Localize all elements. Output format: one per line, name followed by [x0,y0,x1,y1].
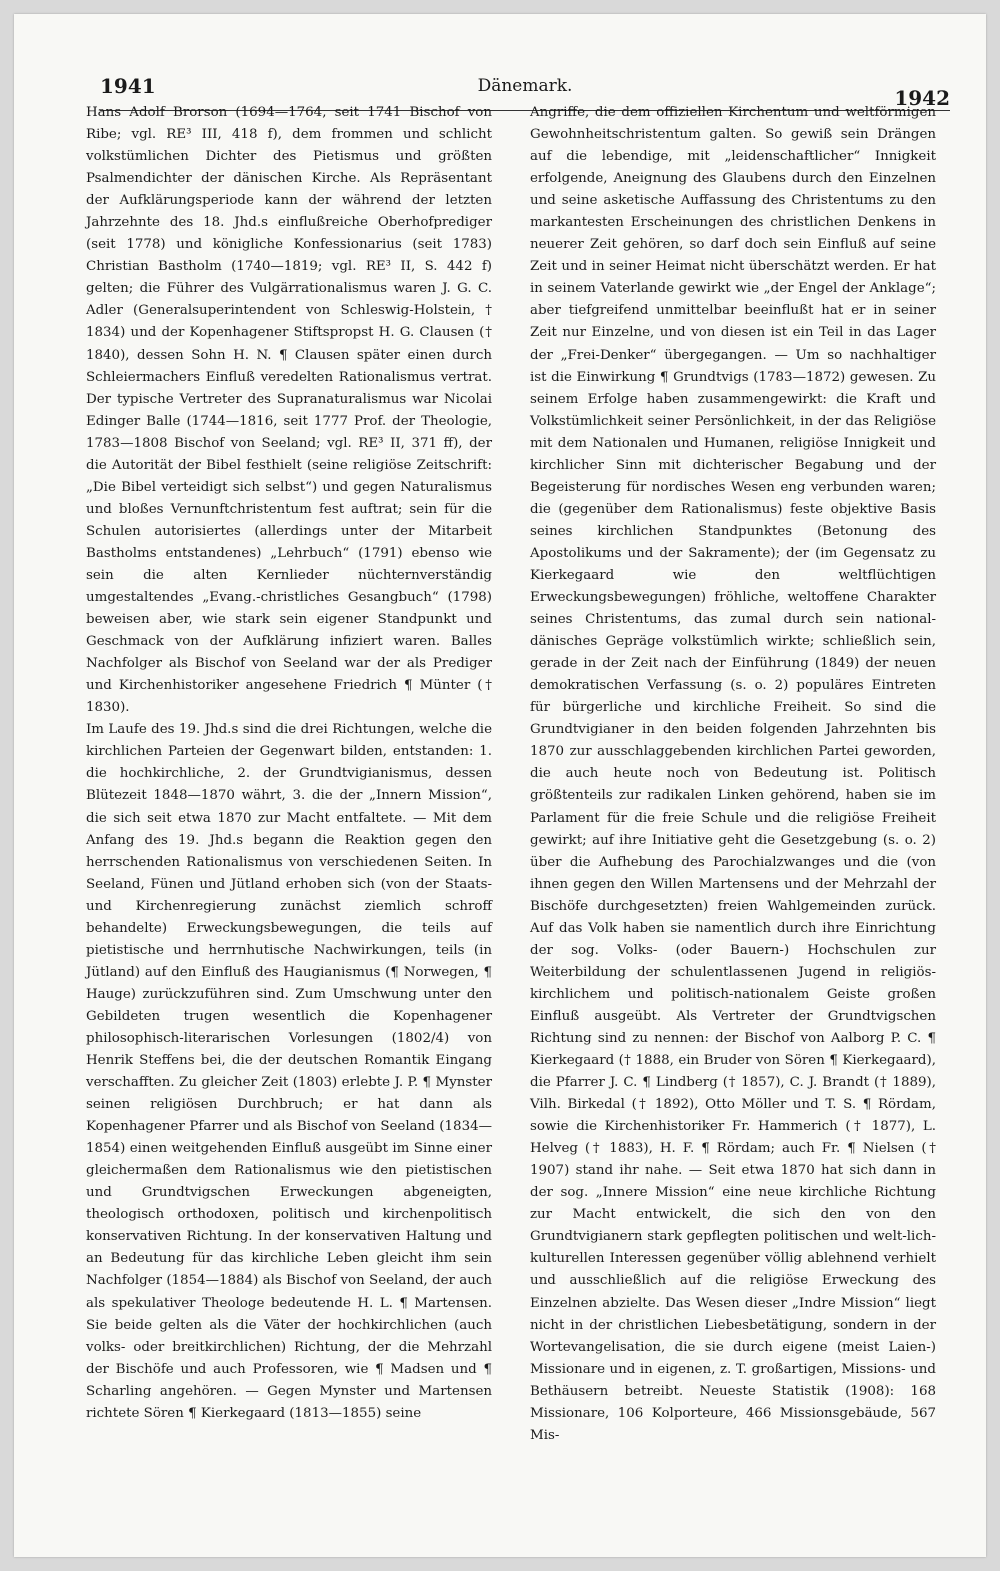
right-column [530,102,936,1447]
left-paragraph-2: Im Laufe des 19. Jhd.s sind die drei Richtungen, welche die kirchlichen Parteien der Gegenwart bilden, entstanden: 1. die hochkirchliche, 2. der Grundtvigianismus, dessen Blütezeit 1848—1870 währt, 3. die der „Innern Mission“, die sich seit etwa 1870 zur Macht entfaltete. — Mit dem Anfang des 19. Jhd.s begann die Reaktion gegen den herrschenden Rationalismus von verschiedenen Seiten. In Seeland, Fünen und Jütland erhoben sich (von der Staats- und Kirchenregierung zunächst ziemlich schroff behandelte) Erweckungsbewegungen, die teils auf pietistische und herrnhutische Nachwirkungen, teils (in Jütland) auf den Einfluß des Haugianismus (¶ Norwegen, ¶ Hauge) zurückzuführen sind. Zum Umschwung unter den Gebildeten trugen wesentlich die Kopenhagener philosophisch-literarischen Vorlesungen (1802/4) von Henrik Steffens bei, die der deutschen Romantik Eingang verschafften. Zu gleicher Zeit (1803) erlebte J. P. ¶ Mynster seinen religiösen Durchbruch; er hat dann als Kopenhagener Pfarrer und als Bischof von Seeland (1834—1854) einen weitgehenden Einfluß ausgeübt im Sinne einer gleichermaßen dem Rationalismus wie den pietistischen und Grundtvigschen Erweckungen abgeneigten, theologisch orthodoxen, politisch und kirchenpolitisch konservativen Richtung. In der konservativen Haltung und an Bedeutung für das kirchliche Leben gleicht ihm sein Nachfolger (1854—1884) als Bischof von Seeland, der auch als spekulativer Theologe bedeutende H. L. ¶ Martensen. Sie beide gelten als die Väter der hochkirchlichen (auch volks- oder breitkirchlichen) Richtung, der die Mehrzahl der Bischöfe und auch Professoren, wie ¶ Madsen und ¶ Scharling angehören. — Gegen Mynster und Martensen richtete Sören ¶ Kierkegaard (1813—1855) seine [86,722,492,1421]
running-title: Dänemark. [477,76,573,96]
page-number-right: 1942 [894,86,950,110]
left-paragraph-1: Hans Adolf Brorson (1694—1764, seit 1741 Bischof von Ribe; vgl. RE³ III, 418 f), dem frommen und schlicht volkstümlichen Dichter des Pietismus und größten Psalmendichter der dänischen Kirche. Als Repräsentant der Aufklärungsperiode kann der während der letzten Jahrzehnte des 18. Jhd.s einflußreiche Oberhofprediger (seit 1778) und königliche Konfessionarius (seit 1783) Christian Bastholm (1740—1819; vgl. RE³ II, S. 442 f) gelten; die Führer des Vulgärrationalismus waren J. G. C. Adler (Generalsuperintendent von Schleswig-Holstein, † 1834) und der Kopenhagener Stiftspropst H. G. Clausen († 1840), dessen Sohn H. N. ¶ Clausen später einen durch Schleiermachers Einfluß veredelten Rationalismus vertrat. Der typische Vertreter des Supranaturalismus war Nicolai Edinger Balle (1744—1816, seit 1777 Prof. der Theologie, 1783—1808 Bischof von Seeland; vgl. RE³ II, 371 ff), der die Autorität der Bibel festhielt (seine religiöse Zeitschrift: „Die Bibel verteidigt sich selbst“) und gegen Naturalismus und bloßes Vernunftchristentum fest auftrat; sein für die Schulen autorisiertes (allerdings unter der Mitarbeit Bastholms entstandenes) „Lehrbuch“ (1791) ebenso wie sein die alten Kernlieder nüchternverständig umgestaltendes „Evang.-christliches Gesangbuch“ (1798) beweisen aber, wie stark sein eigener Standpunkt und Geschmack von der Aufklärung infiziert waren. Balles Nachfolger als Bischof von Seeland war der als Prediger und Kirchenhistoriker angesehene Friedrich ¶ Münter († 1830). [86,105,492,716]
left-column [86,102,492,1425]
page-number-left: 1941 [100,74,156,98]
right-paragraph-1: Angriffe, die dem offiziellen Kirchentum und weltförmigen Gewohnheitschristentum galten. So gewiß sein Drängen auf die lebendige, mit „leidenschaftlicher“ Innigkeit erfolgende, Aneignung des Glaubens durch den Einzelnen und seine asketische Auffassung des Christentums zu den markantesten Erscheinungen des christlichen Denkens in neuerer Zeit gehören, so darf doch sein Einfluß auf seine Zeit und in seiner Heimat nicht überschätzt werden. Er hat in seinem Vaterlande gewirkt wie „der Engel der Anklage“; aber tiefgreifend unmittelbar beeinflußt hat er in seiner Zeit nur Einzelne, und von diesen ist ein Teil in das Lager der „Frei-Denker“ übergegangen. — Um so nachhaltiger ist die Einwirkung ¶ Grundtvigs (1783—1872) gewesen. Zu seinem Erfolge haben zusammengewirkt: die Kraft und Volkstümlichkeit seiner Persönlichkeit, in der das Religiöse mit dem Nationalen und Humanen, religiöse Innigkeit und kirchlicher Sinn mit dichterischer Begabung und der Begeisterung für nordisches Wesen eng verbunden waren; die (gegenüber dem Rationalismus) feste objektive Basis seines kirchlichen Standpunktes (Betonung des Apostolikums und der Sakramente); der (im Gegensatz zu Kierkegaard wie den weltflüchtigen Erweckungsbewegungen) fröhliche, weltoffene Charakter seines Christentums, das zumal durch sein national-dänisches Gepräge volkstümlich wirkte; schließlich sein, gerade in der Zeit nach der Einführung (1849) der neuen demokratischen Verfassung (s. o. 2) populäres Eintreten für bürgerliche und kirchliche Freiheit. So sind die Grundtvigianer in den beiden folgenden Jahrzehnten bis 1870 zur ausschlaggebenden kirchlichen Partei geworden, die auch heute noch von Bedeutung ist. Politisch größtenteils zur radikalen Linken gehörend, haben sie im Parlament für die freie Schule und die religiöse Freiheit gewirkt; auf ihre Initiative geht die Gesetzgebung (s. o. 2) über die Aufhebung des Parochialzwanges und die (von ihnen gegen den Willen Martensens und der Mehrzahl der Bischöfe durchgesetzten) freien Wahlgemeinden zurück. Auf das Volk haben sie namentlich durch ihre Einrichtung der sog. Volks- (oder Bauern-) Hochschulen zur Weiterbildung der schulentlassenen Jugend in religiös-kirchlichem und politisch-nationalem Geiste großen Einfluß ausgeübt. Als Vertreter der Grundtvigschen Richtung sind zu nennen: der Bischof von Aalborg P. C. ¶ Kierkegaard († 1888, ein Bruder von Sören ¶ Kierkegaard), die Pfarrer J. C. ¶ Lindberg († 1857), C. J. Brandt († 1889), Vilh. Birkedal († 1892), Otto Möller und T. S. ¶ Rördam, sowie die Kirchenhistoriker Fr. Hammerich († 1877), L. Helveg († 1883), H. F. ¶ Rördam; auch Fr. ¶ Nielsen († 1907) stand ihr nahe. — Seit etwa 1870 hat sich dann in der sog. „Innere Mission“ eine neue kirchliche Richtung zur Macht entwickelt, die sich den von den Grundtvigianern stark gepflegten politischen und welt-lich-kulturellen Interessen gegenüber völlig ablehnend verhielt und ausschließlich auf die religiöse Erweckung des Einzelnen abzielte. Das Wesen dieser „Indre Mission“ liegt nicht in der christlichen Liebesbetätigung, sondern in der Wortevangelisation, die sie durch eigene (meist Laien-) Missionare und in eigenen, z. T. großartigen, Missions- und Bethäusern betreibt. Neueste Statistik (1908): 168 Missionare, 106 Kolporteure, 466 Missionsgebäude, 567 Mis- [530,105,936,1443]
